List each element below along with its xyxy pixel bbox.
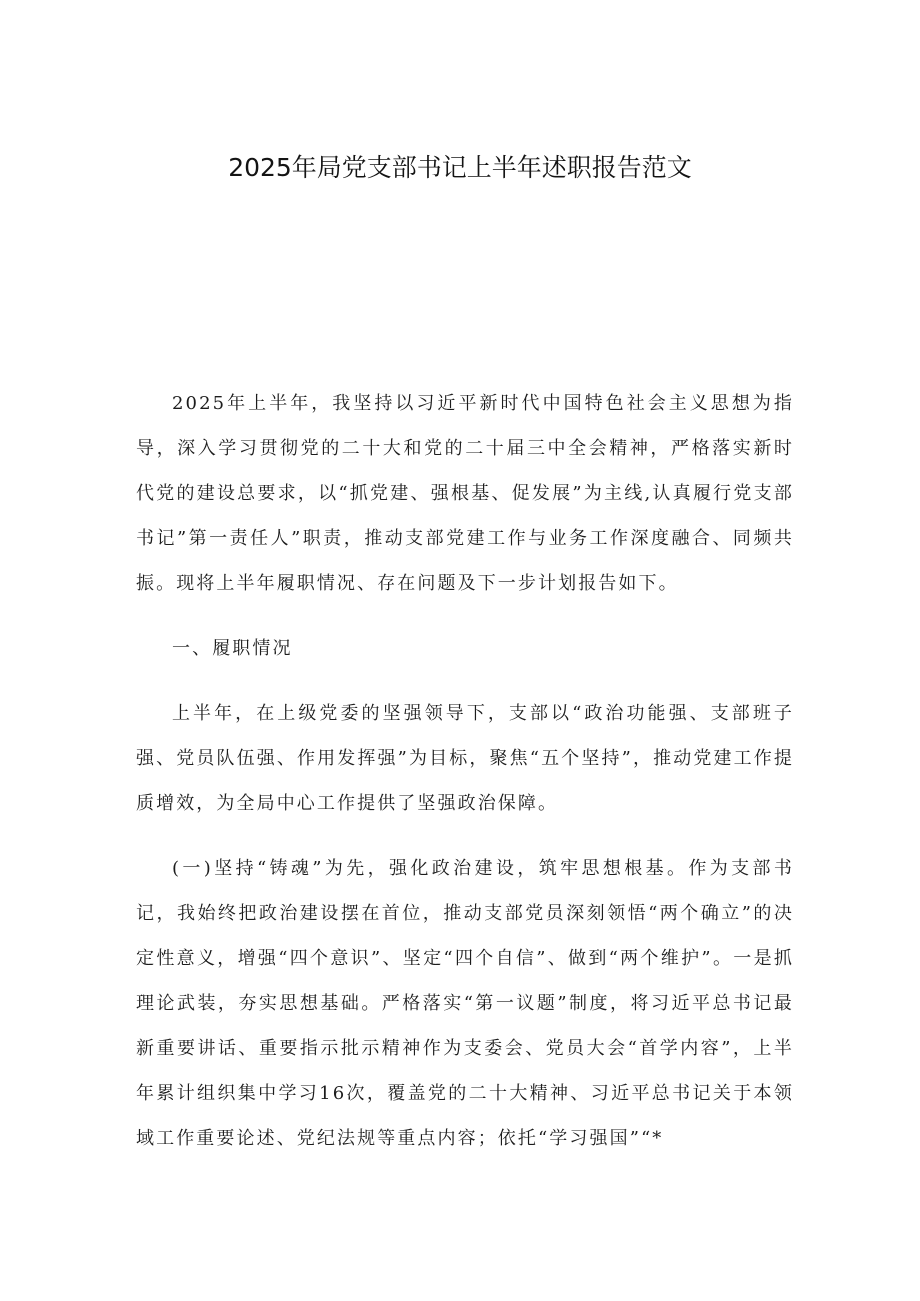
section-heading-1: 一、履职情况: [172, 638, 293, 659]
document-title: 2025年局党支部书记上半年述职报告范文: [228, 153, 692, 182]
intro-paragraph: 2025年上半年，我坚持以习近平新时代中国特色社会主义思想为指导，深入学习贯彻党的二十大和党的二十届三中全会精神，严格落实新时代党的建设总要求，以“抓党建、强根基、促发展”为主线,认真履行党支部书记”第一责任人”职责，推动支部党建工作与业务工作深度融合、同频共振。现将上半年履职情况、存在问题及下一步计划报告如下。: [136, 393, 794, 594]
section1-intro-paragraph: 上半年，在上级党委的坚强领导下，支部以“政治功能强、支部班子强、党员队伍强、作用发挥强”为目标，聚焦“五个坚持”，推动党建工作提质增效，为全局中心工作提供了坚强政治保障。: [136, 703, 794, 814]
document-body: [136, 381, 794, 1161]
section1-item1-paragraph: (一)坚持“铸魂”为先，强化政治建设，筑牢思想根基。作为支部书记，我始终把政治建设摆在首位，推动支部党员深刻领悟“两个确立”的决定性意义，增强“四个意识”、坚定“四个自信”、做到“两个维护”。一是抓理论武装，夯实思想基础。严格落实“第一议题”制度，将习近平总书记最新重要讲话、重要指示批示精神作为支委会、党员大会“首学内容”，上半年累计组织集中学习16次，覆盖党的二十大精神、习近平总书记关于本领域工作重要论述、党纪法规等重点内容；依托“学习强国”“*: [136, 858, 794, 1149]
